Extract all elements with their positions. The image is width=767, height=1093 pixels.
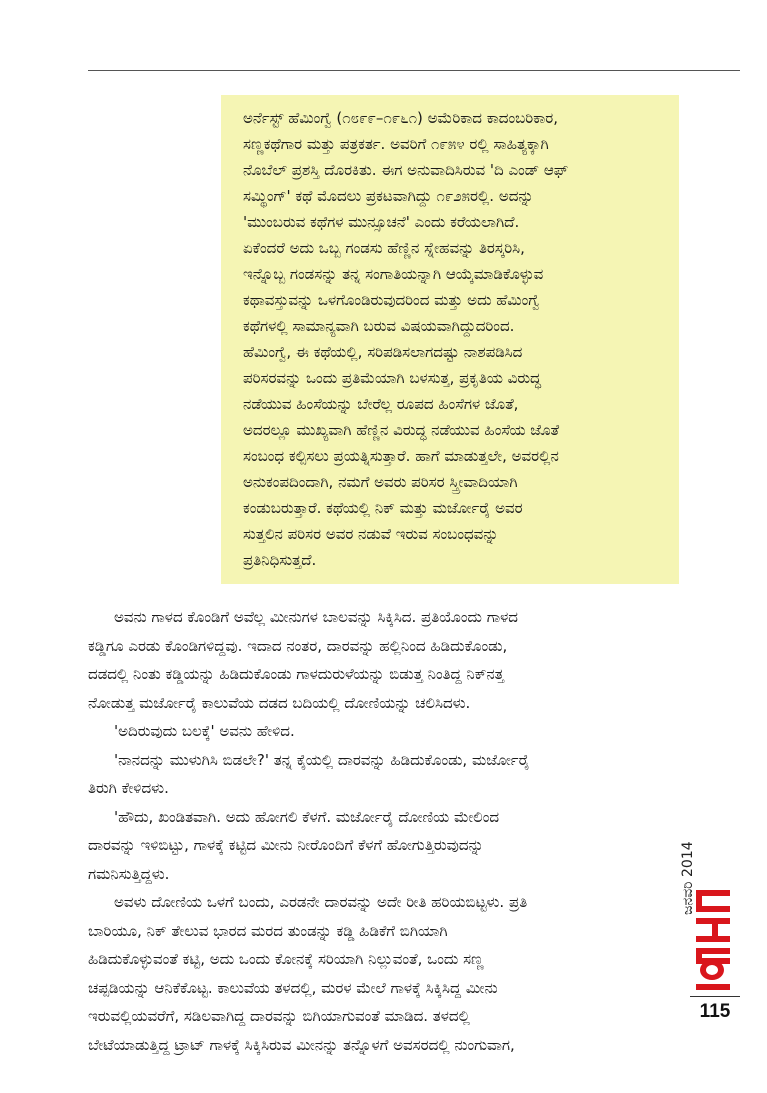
- top-rule: [88, 70, 740, 71]
- intro-line: ಪರಿಸರವನ್ನು ಒಂದು ಪ್ರತಿಮೆಯಾಗಿ ಬಳಸುತ್ತ, ಪ್ರಕೃತಿಯ ವಿರುದ್ಧ: [243, 369, 541, 387]
- body-line: ನೋಡುತ್ತ ಮರ್ಜೋರೈ ಕಾಲುವೆಯ ದಡದ ಬದಿಯಲ್ಲಿ ದೋಣಿಯನ್ನು ಚಲಿಸಿದಳು.: [88, 693, 471, 712]
- intro-line: ಏಕೆಂದರೆ ಅದು ಒಬ್ಬ ಗಂಡಸು ಹೆಣ್ಣಿನ ಸ್ನೇಹವನ್ನು ತಿರಸ್ಕರಿಸಿ,: [243, 239, 525, 257]
- intro-line: ಇನ್ನೊಬ್ಬ ಗಂಡಸನ್ನು ತನ್ನ ಸಂಗಾತಿಯನ್ನಾಗಿ ಆಯ್ಕೆಮಾಡಿಕೊಳ್ಳುವ: [243, 265, 544, 283]
- intro-line: ನೊಬೆಲ್ ಪ್ರಶಸ್ತಿ ದೊರಕಿತು. ಈಗ ಅನುವಾದಿಸಿರುವ 'ದಿ ಎಂಡ್ ಆಫ್: [243, 161, 569, 179]
- body-line: 'ಹೌದು, ಖಂಡಿತವಾಗಿ. ಅದು ಹೋಗಲಿ ಕೆಳಗೆ. ಮರ್ಜೋರೈ ದೋಣಿಯ ಮೇಲಿಂದ: [114, 807, 500, 826]
- page-number: 115: [699, 1001, 731, 1022]
- intro-line: ಅದರಲ್ಲೂ ಮುಖ್ಯವಾಗಿ ಹೆಣ್ಣಿನ ವಿರುದ್ಧ ನಡೆಯುವ ಹಿಂಸೆಯ ಜೊತೆ: [243, 421, 560, 439]
- story-body: [88, 603, 640, 1059]
- intro-line: ಅರ್ನೆಸ್ಟ್ ಹೆಮಿಂಗ್ವೆ (೧೮೯೯–೧೯೬೧) ಅಮೆರಿಕಾದ ಕಾದಂಬರಿಕಾರ,: [243, 109, 558, 127]
- intro-line: ಸಣ್ಣಕಥೆಗಾರ ಮತ್ತು ಪತ್ರಕರ್ತ. ಅವರಿಗೆ ೧೯೫೪ ರಲ್ಲಿ ಸಾಹಿತ್ಯಕ್ಕಾಗಿ: [243, 135, 549, 153]
- body-line: ಬೇಟೆಯಾಡುತ್ತಿದ್ದ ಟ್ರಾಟ್ ಗಾಳಕ್ಕೆ ಸಿಕ್ಕಿಸಿರುವ ಮೀನನ್ನು ತನ್ನೊಳಗೆ ಅವಸರದಲ್ಲಿ ನುಂಗುವಾಗ,: [88, 1035, 515, 1054]
- body-line: 'ಅದಿರುವುದು ಬಲಕ್ಕೆ' ಅವನು ಹೇಳಿದ.: [114, 722, 295, 740]
- intro-line: ಸುತ್ತಲಿನ ಪರಿಸರ ಅವರ ನಡುವೆ ಇರುವ ಸಂಬಂಧವನ್ನು: [243, 525, 499, 543]
- body-line: ಇರುವಲ್ಲಿಯವರೆಗೆ, ಸಡಿಲವಾಗಿದ್ದ ದಾರವನ್ನು ಬಿಗಿಯಾಗುವಂತೆ ಮಾಡಿದ. ತಳದಲ್ಲಿ: [88, 1007, 470, 1025]
- body-line: ಚಪ್ಪಡಿಯನ್ನು ಆನಿಕೆಕೊಟ್ಟ. ಕಾಲುವೆಯ ತಳದಲ್ಲಿ, ಮರಳ ಮೇಲೆ ಗಾಳಕ್ಕೆ ಸಿಕ್ಕಿಸಿದ್ದ ಮೀನು: [88, 978, 498, 997]
- intro-line: ನಡೆಯುವ ಹಿಂಸೆಯನ್ನು ಬೇರೆಲ್ಲ ರೂಪದ ಹಿಂಸೆಗಳ ಜೊತೆ,: [243, 395, 519, 413]
- body-line: ತಿರುಗಿ ಕೇಳಿದಳು.: [88, 779, 169, 797]
- issue-date: ಜನವರಿ 2014: [680, 841, 696, 915]
- body-line: ಗಮನಿಸುತ್ತಿದ್ದಳು.: [88, 864, 170, 883]
- intro-line: ಪ್ರತಿನಿಧಿಸುತ್ತದೆ.: [243, 551, 317, 569]
- footer-rule: [690, 996, 740, 997]
- intro-line: ಕಂಡುಬರುತ್ತಾರೆ. ಕಥೆಯಲ್ಲಿ ನಿಕ್ ಮತ್ತು ಮರ್ಜೋರೈ ಅವರ: [243, 499, 523, 517]
- intro-line: ಅನುಕಂಪದಿಂದಾಗಿ, ನಮಗೆ ಅವರು ಪರಿಸರ ಸ್ತ್ರೀವಾದಿಯಾಗಿ: [243, 473, 518, 491]
- body-line: ಅವಳು ದೋಣಿಯ ಒಳಗೆ ಬಂದು, ಎರಡನೇ ದಾರವನ್ನು ಅದೇ ರೀತಿ ಹರಿಯಬಿಟ್ಟಳು. ಪ್ರತಿ: [114, 893, 528, 911]
- intro-line: ಸಂಬಂಧ ಕಲ್ಪಿಸಲು ಪ್ರಯತ್ನಿಸುತ್ತಾರೆ. ಹಾಗೆ ಮಾಡುತ್ತಲೇ, ಅವರಲ್ಲಿನ: [243, 447, 559, 465]
- body-line: ಅವನು ಗಾಳದ ಕೊಂಡಿಗೆ ಅವೆಲ್ಲ ಮೀನುಗಳ ಬಾಲವನ್ನು ಸಿಕ್ಕಿಸಿದ. ಪ್ರತಿಯೊಂದು ಗಾಳದ: [114, 608, 518, 626]
- body-line: ದಾರವನ್ನು ಇಳಿಬಿಟ್ಟು, ಗಾಳಕ್ಕೆ ಕಟ್ಟಿದ ಮೀನು ನೀರೊಂದಿಗೆ ಕೆಳಗೆ ಹೋಗುತ್ತಿರುವುದನ್ನು: [88, 836, 484, 854]
- body-line: ಹಿಡಿದುಕೊಳ್ಳುವಂತೆ ಕಟ್ಟಿ, ಅದು ಒಂದು ಕೋನಕ್ಕೆ ಸರಿಯಾಗಿ ನಿಲ್ಲುವಂತೆ, ಒಂದು ಸಣ್ಣ: [88, 950, 484, 968]
- intro-line: ಹೆಮಿಂಗ್ವೆ, ಈ ಕಥೆಯಲ್ಲಿ, ಸರಿಪಡಿಸಲಾಗದಷ್ಟು ನಾಶಪಡಿಸಿದ: [243, 343, 523, 361]
- intro-line: ಕಥೆಗಳಲ್ಲಿ ಸಾಮಾನ್ಯವಾಗಿ ಬರುವ ವಿಷಯವಾಗಿದ್ದುದರಿಂದ.: [243, 317, 515, 335]
- body-line: ದಡದಲ್ಲಿ ನಿಂತು ಕಡ್ಡಿಯನ್ನು ಹಿಡಿದುಕೊಂಡು ಗಾಳದುರುಳೆಯನ್ನು ಬಿಡುತ್ತ ನಿಂತಿದ್ದ ನಿಕ್‌ನತ್ತ: [88, 665, 504, 683]
- mayura-logo: [690, 886, 736, 994]
- intro-line: ಸಮ್ಥಿಂಗ್' ಕಥೆ ಮೊದಲು ಪ್ರಕಟವಾಗಿದ್ದು ೧೯೨೫ರಲ್ಲಿ. ಅದನ್ನು: [243, 187, 534, 205]
- body-line: 'ನಾನದನ್ನು ಮುಳುಗಿಸಿ ಬಿಡಲೇ?' ತನ್ನ ಕೈಯಲ್ಲಿ ದಾರವನ್ನು ಹಿಡಿದುಕೊಂಡು, ಮರ್ಜೋರೈ: [114, 750, 530, 769]
- body-line: ಕಡ್ಡಿಗೂ ಎರಡು ಕೊಂಡಿಗಳಿದ್ದವು. ಇದಾದ ನಂತರ, ದಾರವನ್ನು ಹಲ್ಲಿನಿಂದ ಹಿಡಿದುಕೊಂಡು,: [88, 636, 508, 655]
- intro-line: ಕಥಾವಸ್ತುವನ್ನು ಒಳಗೊಂಡಿರುವುದರಿಂದ ಮತ್ತು ಅದು ಹೆಮಿಂಗ್ವೆ: [243, 291, 540, 309]
- body-line: ಬಾರಿಯೂ, ನಿಕ್ ತೇಲುವ ಭಾರದ ಮರದ ತುಂಡನ್ನು ಕಡ್ಡಿ ಹಿಡಿಕೆಗೆ ಬಿಗಿಯಾಗಿ: [88, 921, 448, 940]
- author-intro-box: [221, 95, 679, 584]
- intro-line: 'ಮುಂಬರುವ ಕಥೆಗಳ ಮುನ್ಸೂಚನೆ' ಎಂದು ಕರೆಯಲಾಗಿದೆ.: [243, 213, 520, 231]
